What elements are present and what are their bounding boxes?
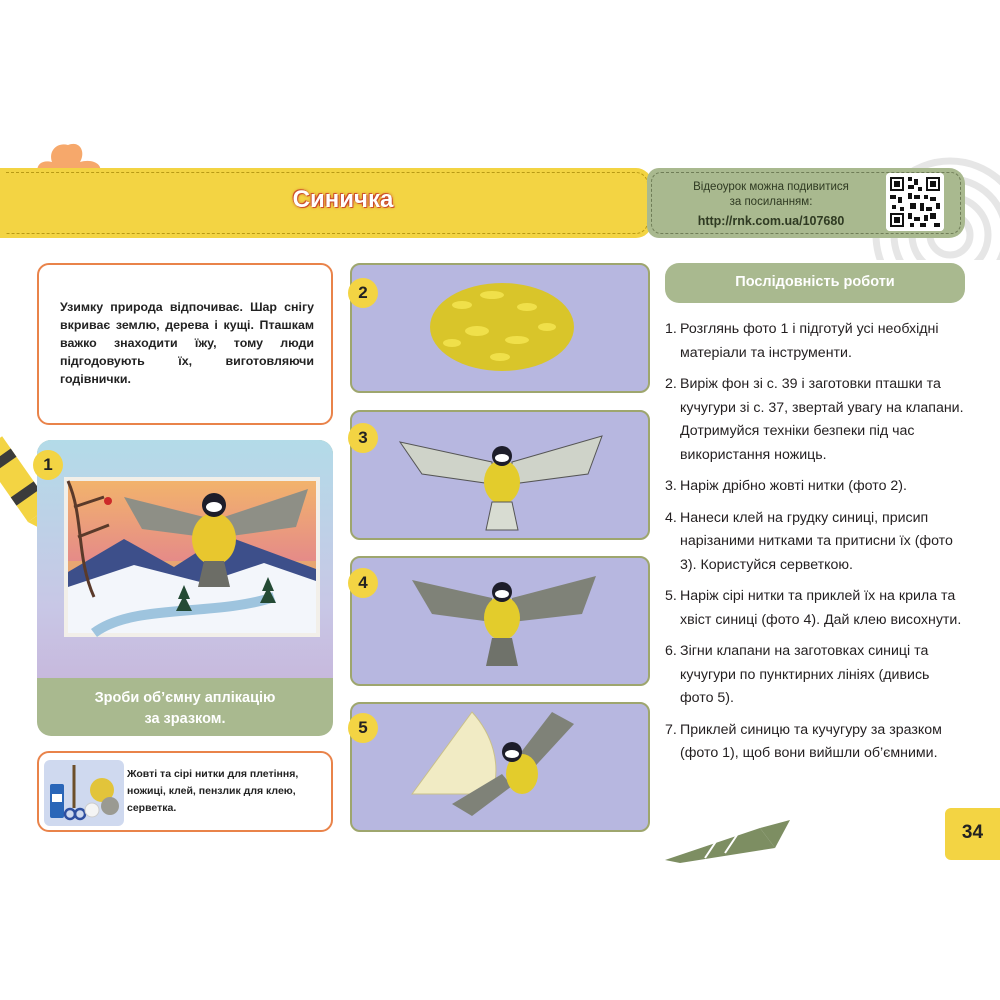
photo-1-badge: 1 <box>33 450 63 480</box>
caption-line1: Зроби об’ємну аплікацію <box>94 690 276 706</box>
materials-text: Жовті та сірі нитки для плетіння, ножиці, клей, пензлик для клею, серветка. <box>127 768 299 814</box>
step-item <box>665 318 965 365</box>
step-number: 4. <box>665 509 677 526</box>
step-text: Нанеси клей на грудку синиці, присип нарізаними нитками та притисни їх (фото 3). Користуйся серветкою. <box>680 509 953 573</box>
video-link[interactable]: http://rnk.com.ua/107680 <box>697 214 845 228</box>
photo-3-badge: 3 <box>348 423 378 453</box>
finished-applique-image <box>64 477 320 637</box>
bird-with-snowdrift-image <box>352 704 648 830</box>
step-number: 7. <box>665 721 677 738</box>
video-text-line2: за посиланням: <box>729 196 813 208</box>
step-text: Наріж дрібно жовті нитки (фото 2). <box>680 478 907 494</box>
step-item <box>665 585 965 632</box>
step-text: Наріж сірі нитки та приклей їх на крила та хвіст синиці (фото 4). Дай клею висохнути. <box>680 588 962 628</box>
step-number: 2. <box>665 376 677 392</box>
step-item <box>665 475 965 499</box>
crayon-decoration-bottom <box>665 818 795 863</box>
page-title: Синичка <box>292 186 394 213</box>
step-number: 1. <box>665 321 677 337</box>
step-number: 6. <box>665 643 677 659</box>
step-text: Виріж фон зі с. 39 і заготовки пташки та кучугури зі с. 37, звертай увагу на клапани. Дотримуйся техніки безпеки під час використання ножиць. <box>680 376 964 463</box>
materials-icon <box>44 760 124 826</box>
caption-line2: за зразком. <box>144 711 226 727</box>
photo-5-panel <box>350 702 650 832</box>
step-item <box>665 507 965 578</box>
photo-5-badge: 5 <box>348 713 378 743</box>
page-number: 34 <box>961 822 984 843</box>
bird-yellow-breast-image <box>352 412 648 538</box>
step-item <box>665 640 965 711</box>
video-lesson-text <box>660 180 882 229</box>
step-text: Приклей синицю та кучугуру за зразком (фото 1), щоб вони вийшли об’ємними. <box>680 721 942 761</box>
step-text: Розглянь фото 1 і підготуй усі необхідні матеріали та інструменти. <box>680 321 939 361</box>
photo-1-caption <box>37 688 333 730</box>
qr-code-icon[interactable] <box>886 173 944 231</box>
photo-4-badge: 4 <box>348 568 378 598</box>
photo-2-badge: 2 <box>348 278 378 308</box>
photo-2-panel <box>350 263 650 393</box>
steps-title: Послідовність роботи <box>735 274 895 290</box>
step-item <box>665 719 965 766</box>
bird-grey-wings-image <box>352 558 648 684</box>
step-text: Зігни клапани на заготовках синиці та кучугури по пунктирних лініях (дивись фото 5). <box>680 643 930 706</box>
intro-text: Узимку природа відпочиває. Шар снігу вкриває землю, дерева і кущі. Пташкам важко знаходити їжу, тому люди підгодовують їх, виготовляючи годівнички. <box>60 300 314 386</box>
step-number: 5. <box>665 588 677 604</box>
video-text-line1: Відеоурок можна подивитися <box>693 181 849 193</box>
steps-list <box>665 318 965 774</box>
photo-3-panel <box>350 410 650 540</box>
step-item <box>665 373 965 467</box>
step-number: 3. <box>665 478 677 494</box>
chopped-yellow-threads-image <box>352 265 648 391</box>
photo-4-panel <box>350 556 650 686</box>
